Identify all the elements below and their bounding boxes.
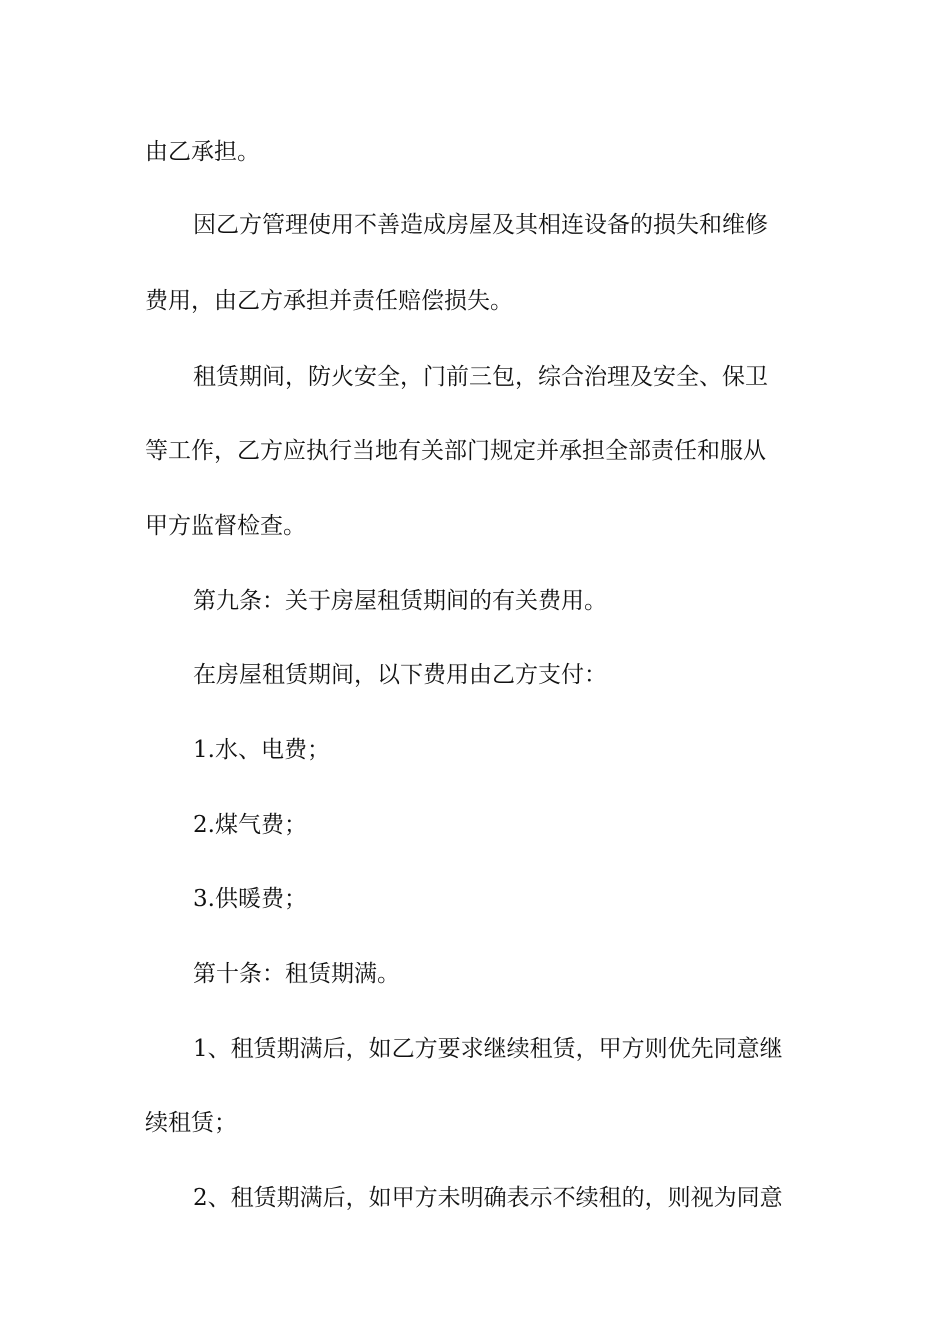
text-line-12: 第十条：租赁期满。: [193, 961, 400, 987]
text-line-2: 因乙方管理使用不善造成房屋及其相连设备的损失和维修: [193, 212, 768, 238]
text-line-13: 1、租赁期满后，如乙方要求继续租赁，甲方则优先同意继: [193, 1036, 783, 1062]
text-line-15: 2、租赁期满后，如甲方未明确表示不续租的，则视为同意: [193, 1185, 783, 1211]
text-line-8: 在房屋租赁期间，以下费用由乙方支付：: [193, 662, 607, 688]
text-line-9: 1.水、电费；: [193, 737, 330, 763]
text-line-11: 3.供暖费；: [193, 886, 307, 912]
text-line-10: 2.煤气费；: [193, 812, 307, 838]
text-line-1: 由乙承担。: [145, 139, 260, 165]
text-line-14: 续租赁；: [145, 1110, 237, 1136]
text-line-3: 费用，由乙方承担并责任赔偿损失。: [145, 288, 513, 314]
text-line-4: 租赁期间，防火安全，门前三包，综合治理及安全、保卫: [193, 364, 768, 390]
text-line-6: 甲方监督检查。: [145, 513, 306, 539]
text-line-5: 等工作，乙方应执行当地有关部门规定并承担全部责任和服从: [145, 438, 766, 464]
text-line-7: 第九条：关于房屋租赁期间的有关费用。: [193, 588, 607, 614]
